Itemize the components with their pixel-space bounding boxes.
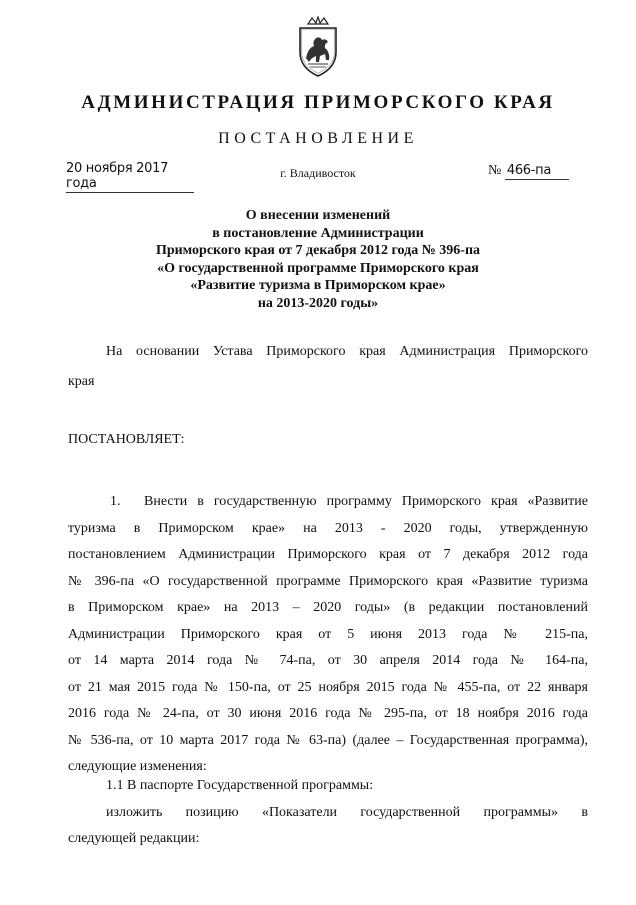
paragraph-line: постановлением Администрации Приморского края от 7 декабря 2012 года (68, 547, 588, 562)
resolution-heading (0, 207, 636, 313)
decree-word: ПОСТАНОВЛЯЕТ: (68, 432, 185, 447)
heading-line: О внесении изменений (245, 208, 391, 223)
administration-title: АДМИНИСТРАЦИЯ ПРИМОРСКОГО КРАЯ (81, 92, 555, 113)
statement-line: изложить позицию «Показатели государственной программы» в (106, 805, 588, 820)
paragraph-line: 2016 года № 24-па, от 30 июня 2016 года № 295-па, от 18 ноября 2016 года (68, 706, 588, 721)
paragraph-line: следующие изменения: (68, 759, 207, 774)
heading-line: на 2013-2020 годы» (257, 295, 379, 311)
heading-line: «О государственной программе Приморского края (157, 260, 479, 276)
paragraph-line: № 396-па «О государственной программе Приморского края «Развитие туризма (68, 573, 588, 589)
statement-line: следующей редакции: (68, 831, 200, 846)
heading-line: «Развитие туризма в Приморском крае» (190, 278, 446, 294)
coat-of-arms-icon (294, 16, 342, 78)
paragraph-line: Администрации Приморского края от 5 июня 2013 года № 215-па, (68, 626, 588, 642)
heading-line: Приморского края от 7 декабря 2012 года № 396-па (155, 243, 481, 259)
item-1-paragraph (68, 489, 588, 781)
document-number (488, 163, 582, 179)
number-value: 466-па (505, 163, 569, 180)
paragraph-line: в Приморском крае» на 2013 – 2020 годы» (в редакции постановлений (68, 600, 588, 615)
paragraph-line: № 536-па, от 10 марта 2017 года № 63-па) (далее – Государственная программа), (68, 732, 588, 748)
item-number: 1. (110, 494, 121, 509)
document-type: ПОСТАНОВЛЕНИЕ (218, 130, 418, 147)
document-city: г. Владивосток (280, 166, 356, 180)
document-date: 20 ноября 2017 года (66, 161, 194, 193)
paragraph-line: от 14 марта 2014 года № 74-па, от 30 апреля 2014 года № 164-па, (68, 653, 588, 668)
basis-paragraph-line: На основании Устава Приморского края Администрация Приморского (106, 344, 588, 359)
paragraph-line: туризма в Приморском крае» на 2013 - 2020 годы, утвержденную (68, 520, 588, 536)
paragraph-line: от 21 мая 2015 года № 150-па, от 25 ноября 2015 года № 455-па, от 22 января (68, 679, 588, 695)
heading-line: в постановление Администрации (212, 225, 424, 241)
item-1-1: 1.1 В паспорте Государственной программы: (106, 778, 374, 793)
paragraph-line: 1. Внести в государственную программу Приморского края «Развитие (68, 489, 588, 516)
number-prefix: № (488, 163, 502, 178)
basis-paragraph-line: края (68, 374, 95, 389)
